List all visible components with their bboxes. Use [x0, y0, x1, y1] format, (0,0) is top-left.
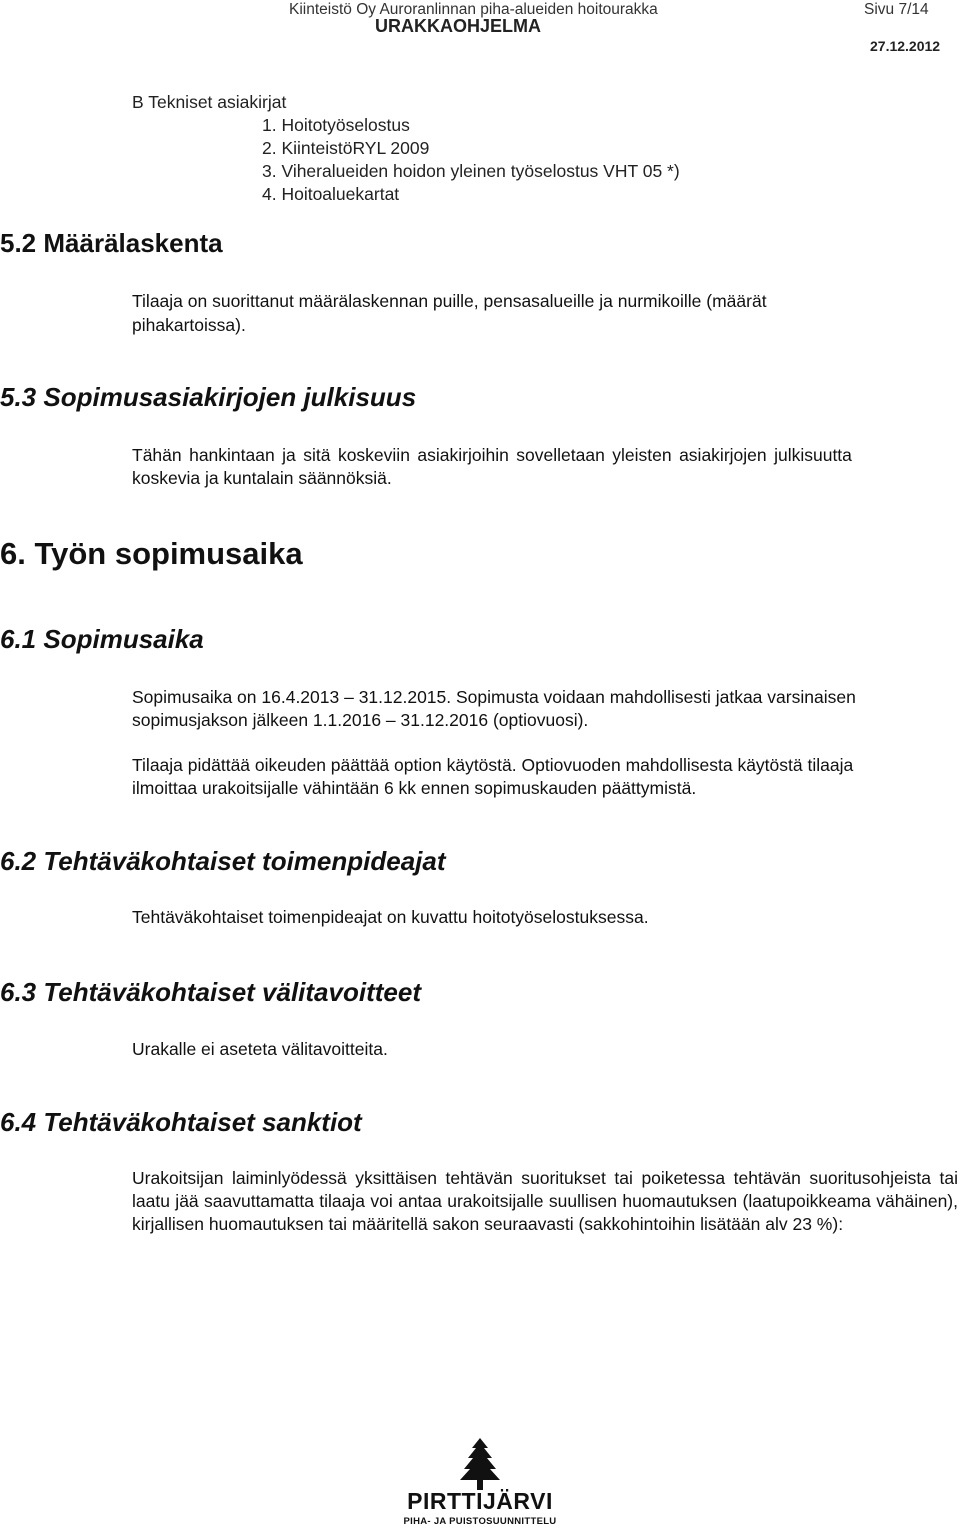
- header-page-number: Sivu 7/14: [864, 1, 929, 18]
- section-heading-6-3: 6.3 Tehtäväkohtaiset välitavoitteet: [0, 977, 421, 1007]
- paragraph-line: sopimusjakson jälkeen 1.1.2016 – 31.12.2016 (optiovuosi).: [132, 710, 589, 730]
- paragraph-line: koskevia ja kuntalain säännöksiä.: [132, 468, 392, 488]
- company-logo: [400, 1436, 560, 1531]
- tree-icon: [450, 1436, 510, 1492]
- header-date: 27.12.2012: [870, 38, 941, 54]
- section-heading-5-2: 5.2 Määrälaskenta: [0, 228, 223, 258]
- logo-subtitle: PIHA- JA PUISTOSUUNNITTELU: [403, 1516, 557, 1527]
- header-title: URAKKAOHJELMA: [375, 16, 541, 36]
- header-company: Kiinteistö Oy Auroranlinnan piha-alueiden hoitourakka: [289, 1, 658, 18]
- logo-name: PIRTTIJÄRVI: [407, 1488, 553, 1514]
- paragraph-line: pihakartoissa).: [132, 315, 246, 335]
- section-b-heading: B Tekniset asiakirjat: [132, 92, 287, 112]
- section-heading-5-3: 5.3 Sopimusasiakirjojen julkisuus: [0, 382, 417, 412]
- paragraph-line: Tähän hankintaan ja sitä koskeviin asiakirjoihin sovelletaan yleisten asiakirjojen julkisuutta: [132, 445, 852, 465]
- paragraph: Urakoitsijan laiminlyödessä yksittäisen tehtävän suoritukset tai poiketessa tehtävän suoritusohjeista tai laatu jää saavuttamatta tilaaja voi antaa urakoitsijalle suullisen huomautuksen (laatupoikkeama vähäinen), kirjallisen huomautuksen tai määritellä sakon seuraavasti (sakkohintoihin lisätään alv 23 %):: [132, 1168, 958, 1234]
- section-heading-6-4: 6.4 Tehtäväkohtaiset sanktiot: [0, 1107, 362, 1137]
- list-item: 3. Viheralueiden hoidon yleinen työselostus VHT 05 *): [262, 161, 680, 181]
- paragraph-line: Tilaaja pidättää oikeuden päättää option käytöstä. Optiovuoden mahdollisesta käytöstä tilaaja: [132, 755, 854, 775]
- section-heading-6-2: 6.2 Tehtäväkohtaiset toimenpideajat: [0, 846, 446, 876]
- paragraph-line: Sopimusaika on 16.4.2013 – 31.12.2015. Sopimusta voidaan mahdollisesti jatkaa varsinaisen: [132, 687, 856, 707]
- paragraph: Tehtäväkohtaiset toimenpideajat on kuvattu hoitotyöselostuksessa.: [132, 907, 649, 927]
- paragraph-line: Tilaaja on suorittanut määrälaskennan puille, pensasalueille ja nurmikoille (määrät: [132, 291, 767, 311]
- chapter-heading-6: 6. Työn sopimusaika: [0, 536, 303, 571]
- paragraph: Urakalle ei aseteta välitavoitteita.: [132, 1039, 388, 1059]
- list-item: 4. Hoitoaluekartat: [262, 184, 400, 204]
- paragraph-line: ilmoittaa urakoitsijalle vähintään 6 kk ennen sopimuskauden päättymistä.: [132, 778, 697, 798]
- section-heading-6-1: 6.1 Sopimusaika: [0, 624, 204, 654]
- list-item: 2. KiinteistöRYL 2009: [262, 138, 430, 158]
- list-item: 1. Hoitotyöselostus: [262, 115, 410, 135]
